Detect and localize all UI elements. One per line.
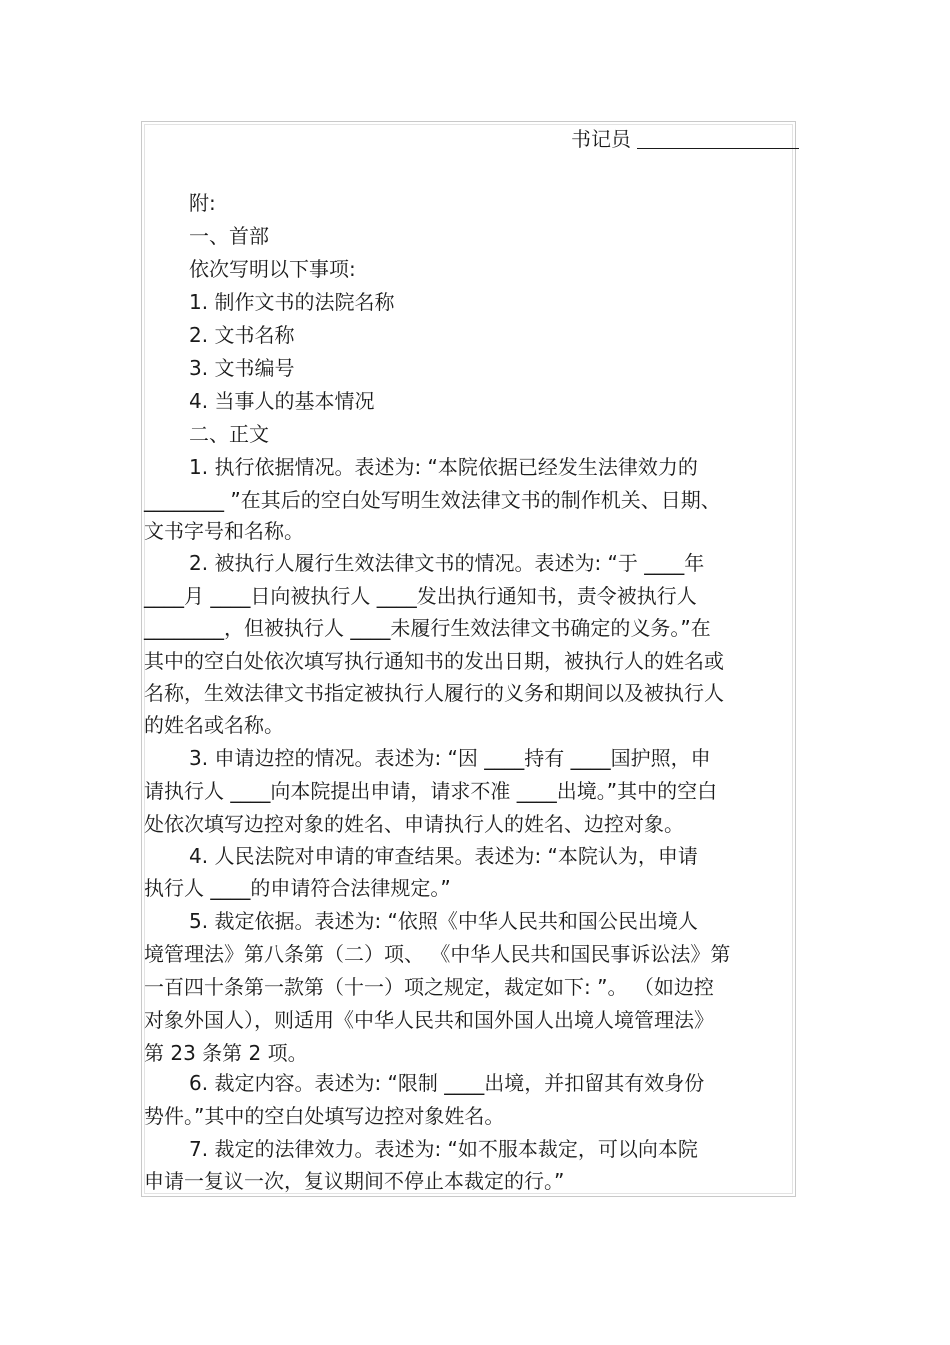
text-line: 申请一复议一次，复议期间不停止本裁定的行。”	[144, 1169, 565, 1193]
text-line: 执行人 ____的申请符合法律规定。”	[144, 876, 451, 900]
text-line: 3. 文书编号	[189, 356, 295, 380]
text-line: 1. 制作文书的法院名称	[189, 290, 395, 314]
text-line: 4. 人民法院对申请的审查结果。表述为: “本院认为，申请	[189, 844, 698, 868]
text-line: 文书字号和名称。	[144, 519, 304, 543]
text-line: 对象外国人），则适用《中华人民共和国外国人出境人境管理法》	[144, 1008, 714, 1032]
text-line: 一百四十条第一款第（十一）项之规定，裁定如下: ”。 （如边控	[144, 975, 714, 999]
text-line: ________，但被执行人 ____未履行生效法律文书确定的义务。”在	[144, 616, 711, 640]
text-line: 势件。”其中的空白处填写边控对象姓名。	[144, 1104, 505, 1128]
text-line: 处依次填写边控对象的姓名、申请执行人的姓名、边控对象。	[144, 812, 684, 836]
text-line: 附:	[189, 191, 216, 215]
text-line: 2. 被执行人履行生效法律文书的情况。表述为: “于 ____年	[189, 551, 705, 575]
text-line: 的姓名或名称。	[144, 713, 284, 737]
text-line: 3. 申请边控的情况。表述为: “因 ____持有 ____国护照，申	[189, 746, 711, 770]
text-line: 二、正文	[189, 422, 269, 446]
text-line: ________ ”在其后的空白处写明生效法律文书的制作机关、日期、	[144, 488, 721, 512]
text-line: 5. 裁定依据。表述为: “依照《中华人民共和国公民出境人	[189, 909, 698, 933]
clerk-label: 书记员	[571, 127, 631, 151]
text-line: 7. 裁定的法律效力。表述为: “如不服本裁定，可以向本院	[189, 1137, 698, 1161]
text-line: 名称，生效法律文书指定被执行人履行的义务和期间以及被执行人	[144, 681, 724, 705]
text-line: 6. 裁定内容。表述为: “限制 ____出境，并扣留其有效身份	[189, 1071, 705, 1095]
text-line: 第 23 条第 2 项。	[144, 1041, 308, 1065]
text-line: ____月 ____日向被执行人 ____发出执行通知书，责令被执行人	[144, 584, 697, 608]
text-line: 2. 文书名称	[189, 323, 295, 347]
text-line: 其中的空白处依次填写执行通知书的发出日期，被执行人的姓名或	[144, 649, 724, 673]
text-line: 请执行人 ____向本院提出申请，请求不准 ____出境。”其中的空白	[144, 779, 718, 803]
text-line: 依次写明以下事项:	[189, 257, 356, 281]
text-line: 境管理法》第八条第（二）项、 《中华人民共和国民事诉讼法》第	[144, 942, 731, 966]
text-line: 4. 当事人的基本情况	[189, 389, 375, 413]
text-line: 一、首部	[189, 224, 269, 248]
clerk-signature-blank	[637, 148, 799, 149]
text-line: 1. 执行依据情况。表述为: “本院依据已经发生法律效力的	[189, 455, 698, 479]
